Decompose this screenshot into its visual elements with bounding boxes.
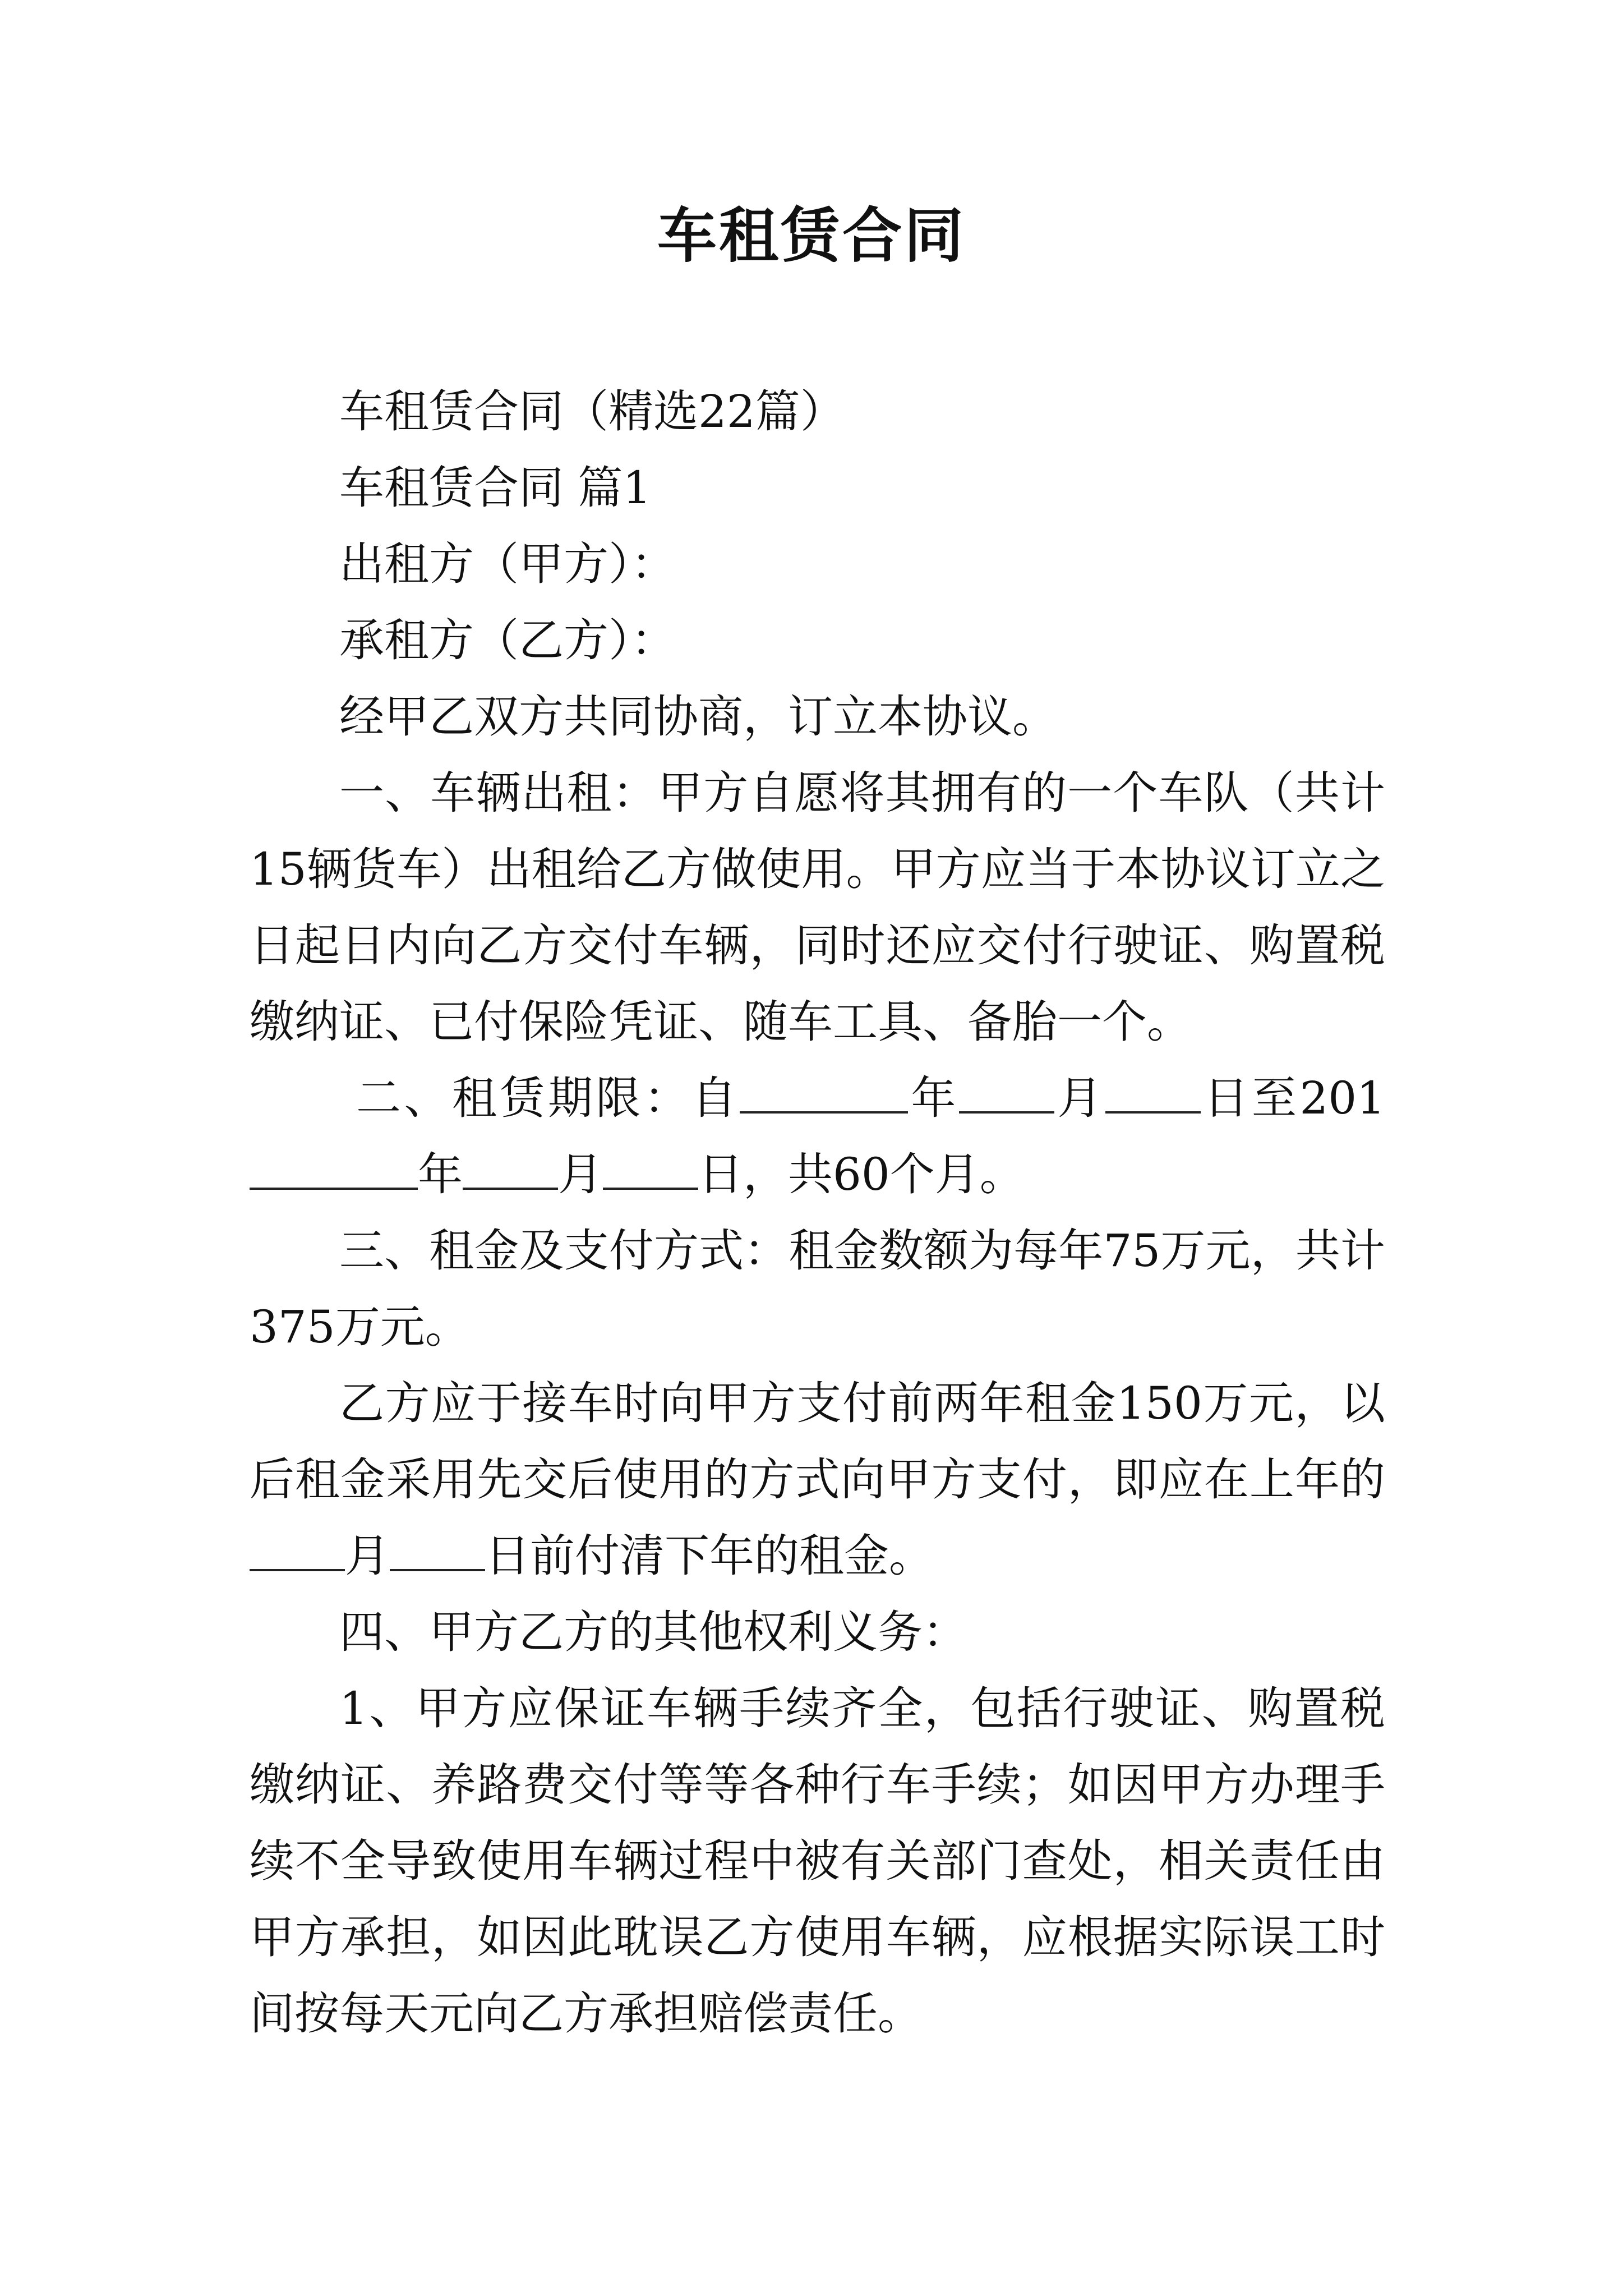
- clause-2-text: 二、租赁期限：自: [356, 1072, 740, 1124]
- lessor-line: 出租方（甲方）：: [339, 538, 676, 590]
- clause-4-heading: 四、甲方乙方的其他权利义务：: [339, 1606, 967, 1658]
- blank-field: [740, 1072, 908, 1114]
- document-title: 车租赁合同: [657, 200, 966, 270]
- clause-2-text: 日，共60个月。: [698, 1148, 1025, 1200]
- clause-3-payment-paragraph: [250, 1365, 1385, 1594]
- clause-4-1-paragraph: 1、甲方应保证车辆手续齐全，包括行驶证、购置税缴纳证、养路费交付等等各种行车手续；如因甲方办理手续不全导致使用车辆过程中被有关部门查处，相关责任由甲方承担，如因此耽误乙方使用车辆，应根据实际误工时间按每天元向乙方承担赔偿责任。: [250, 1682, 1385, 2040]
- section-heading: 车租赁合同 篇1: [339, 462, 652, 514]
- blank-field: [1105, 1072, 1201, 1114]
- blank-field: [463, 1148, 558, 1190]
- blank-field: [603, 1148, 698, 1190]
- lessee-line: 承租方（乙方）：: [339, 614, 676, 666]
- clause-2-text: 年: [907, 1072, 959, 1124]
- clause-3-payment-text: 乙方应于接车时向甲方支付前两年租金150万元，以后租金采用先交后使用的方式向甲方支付，即应在上年的: [250, 1377, 1385, 1506]
- blank-field: [390, 1530, 485, 1571]
- document-body: [250, 374, 1385, 2052]
- subtitle-line: 车租赁合同（精选22篇）: [339, 385, 845, 438]
- blank-field: [959, 1072, 1054, 1114]
- intro-paragraph: 经甲乙双方共同协商，订立本协议。: [339, 691, 1057, 743]
- blank-field: [250, 1530, 345, 1571]
- blank-field: [250, 1148, 418, 1190]
- clause-3-payment-text: 月: [345, 1530, 390, 1582]
- clause-2-text: 年: [418, 1148, 463, 1200]
- clause-1-paragraph: 一、车辆出租：甲方自愿将其拥有的一个车队（共计15辆货车）出租给乙方做使用。甲方应当于本协议订立之日起日内向乙方交付车辆，同时还应交付行驶证、购置税缴纳证、已付保险凭证、随车工具、备胎一个。: [250, 767, 1385, 1048]
- clause-2-paragraph: [250, 1060, 1385, 1213]
- clause-3-paragraph: 三、租金及支付方式：租金数额为每年75万元，共计375万元。: [250, 1225, 1385, 1353]
- clause-2-text: 日至201: [1200, 1072, 1386, 1124]
- clause-2-text: 月: [558, 1148, 603, 1200]
- clause-2-text: 月: [1054, 1072, 1105, 1124]
- clause-3-payment-text: 日前付清下年的租金。: [485, 1530, 934, 1582]
